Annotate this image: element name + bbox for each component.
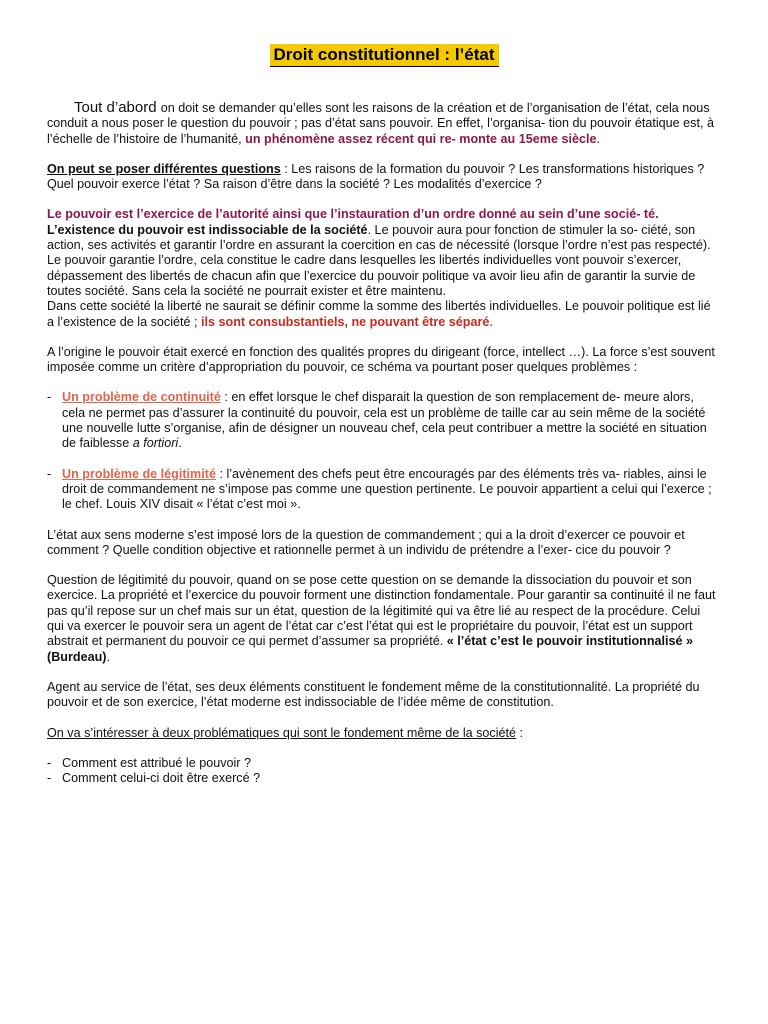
- liberty-text: Dans cette société la liberté ne saurait se définir comme la somme des libertés individuelles. Le pouvoir politique est lié a l’existence de la société ;: [47, 299, 711, 329]
- questions-paragraph: [47, 162, 719, 193]
- society-text: . Le pouvoir aura pour fonction de stimuler la so- ciété, son action, ses activités et garantir l’ordre en assurant la coercition en cas de nécessité (lorsque l’ordre n’est pas respecté).: [47, 222, 711, 253]
- intro-highlight: un phénomène assez récent qui re- monte au 15eme siècle: [245, 131, 597, 146]
- question-dash: -: [47, 771, 52, 786]
- legitimacy-paragraph-end: .: [106, 649, 110, 664]
- problematics-intro: [47, 726, 719, 741]
- question-dash: -: [47, 755, 52, 770]
- bullet-dash: -: [47, 466, 52, 481]
- document-body: [47, 100, 719, 786]
- question-text: Comment celui-ci doit être exercé ?: [62, 771, 261, 786]
- society-bold-lead: L’existence du pouvoir est indissociable de la société: [47, 222, 368, 237]
- bullet-dash: -: [47, 390, 52, 405]
- questions-label: On peut se poser différentes questions: [47, 161, 281, 176]
- bullet-text: [62, 467, 719, 513]
- legitimacy-paragraph: [47, 573, 719, 665]
- legitimacy-text: : l’avènement des chefs peut être encouragés par des éléments très va- riables, ainsi le droit de commandement ne s’impose pas comme une question pertinente. Le pouvoir appartient a celui qui l’exerce ; le chef. Louis XIV disait « l’état c’est moi ».: [62, 466, 712, 512]
- burdeau-quote: « l’état c’est le pouvoir institutionnalisé » (Burdeau): [47, 634, 694, 664]
- problematics-end: :: [516, 725, 524, 740]
- question-item: [47, 771, 719, 786]
- order-paragraph: Le pouvoir garantie l’ordre, cela constitue le cadre dans lesquelles les libertés individuelles vont pouvoir s’exercer, dépassement des libertés de chacun afin que l’exercice du pouvoir politique va avoir lieu afin de garantir la survie de toutes société. Sans cela la société ne pourrait exister et être maintenu.: [47, 253, 696, 298]
- bullet-legitimacy: [47, 467, 719, 513]
- problematics-underlined: On va s’intéresser à deux problématiques qui sont le fondement même de la société: [47, 725, 517, 740]
- origin-paragraph: A l’origine le pouvoir était exercé en fonction des qualités propres du dirigeant (force, intellect …). La force s’est souvent imposée comme un critère d’appropriation du pouvoir, ce schéma va pourtant poser quelques problèmes :: [47, 344, 715, 375]
- legitimacy-link[interactable]: Un problème de légitimité: [62, 466, 216, 481]
- liberty-paragraph: [47, 299, 719, 330]
- title-wrapper: [0, 44, 768, 67]
- modern-state-paragraph: L’état aux sens moderne s’est imposé lors de la question de commandement ; qui a la droit d’exercer ce pouvoir et comment ? Quelle condition objective et rationnelle permet à un individu de prétendre a l’exer- cice du pouvoir ?: [47, 527, 685, 557]
- bullet-continuity: [47, 390, 719, 451]
- question-item: [47, 756, 719, 771]
- legitimacy-paragraph-text: Question de légitimité du pouvoir, quand on se pose cette question on se demande la dissociation du pouvoir et son exercice. La propriété et l’exercice du pouvoir forment une distinction fondamentale. Pour garantir sa continuité il ne faut pas qu’il repose sur un chef mais sur un état, question de la légitimité qui va être lié au respect de la procédure. Celui qui va exercer le pouvoir sera un agent de l’état car c’est l’état qui est le propriétaire du pouvoir, l’état est un support abstrait et permanent du pouvoir ce qui permet d’assumer sa propriété.: [47, 573, 716, 649]
- continuity-end: .: [178, 436, 182, 451]
- continuity-text: : en effet lorsque le chef disparait la question de son remplacement de- meure alors, cela ne permet pas d’assurer la continuité du pouvoir, cela est un problème de taille car au sein même de la société une nouvelle lutte s’organise, afin de désigner un nouveau chef, cela peut contribuer a mettre la société en situation de faiblesse: [62, 390, 707, 451]
- intro-text: on doit se demander qu’elles sont les raisons de la création et de l’organisation de l’état, cela nous conduit a nous poser le question du pouvoir ; pas d’état sans pouvoir. En effet, l’organisa- tion du pouvoir étatique est, à l’échelle de l’histoire de l’humanité,: [47, 101, 714, 146]
- continuity-italic: a fortiori: [132, 436, 179, 451]
- definition-paragraph: Le pouvoir est l’exercice de l’autorité ainsi que l’instauration d’un ordre donné au sein d’une socié- té.: [47, 207, 659, 222]
- intro-end: .: [596, 131, 600, 146]
- bullet-text: [62, 390, 719, 451]
- intro-paragraph: [47, 100, 719, 147]
- intro-lead: Tout d’abord: [74, 99, 161, 116]
- continuity-link[interactable]: Un problème de continuité: [62, 390, 221, 405]
- society-paragraph: [47, 223, 719, 254]
- page-title: Droit constitutionnel : l’état: [270, 44, 499, 67]
- questions-text: : Les raisons de la formation du pouvoir ? Les transformations historiques ? Quel pouvoir exerce l’état ? Sa raison d’être dans la société ? Les modalités d’exercice ?: [47, 161, 705, 192]
- liberty-red-text: ils sont consubstantiels, ne pouvant être séparé: [201, 314, 490, 329]
- agent-paragraph: Agent au service de l’état, ses deux éléments constituent le fondement même de la constitutionnalité. La propriété du pouvoir et de son exercice, l’état moderne est indissociable de l’idée même de constitution.: [47, 679, 700, 710]
- liberty-end: .: [489, 314, 493, 329]
- question-text: Comment est attribué le pouvoir ?: [62, 755, 251, 770]
